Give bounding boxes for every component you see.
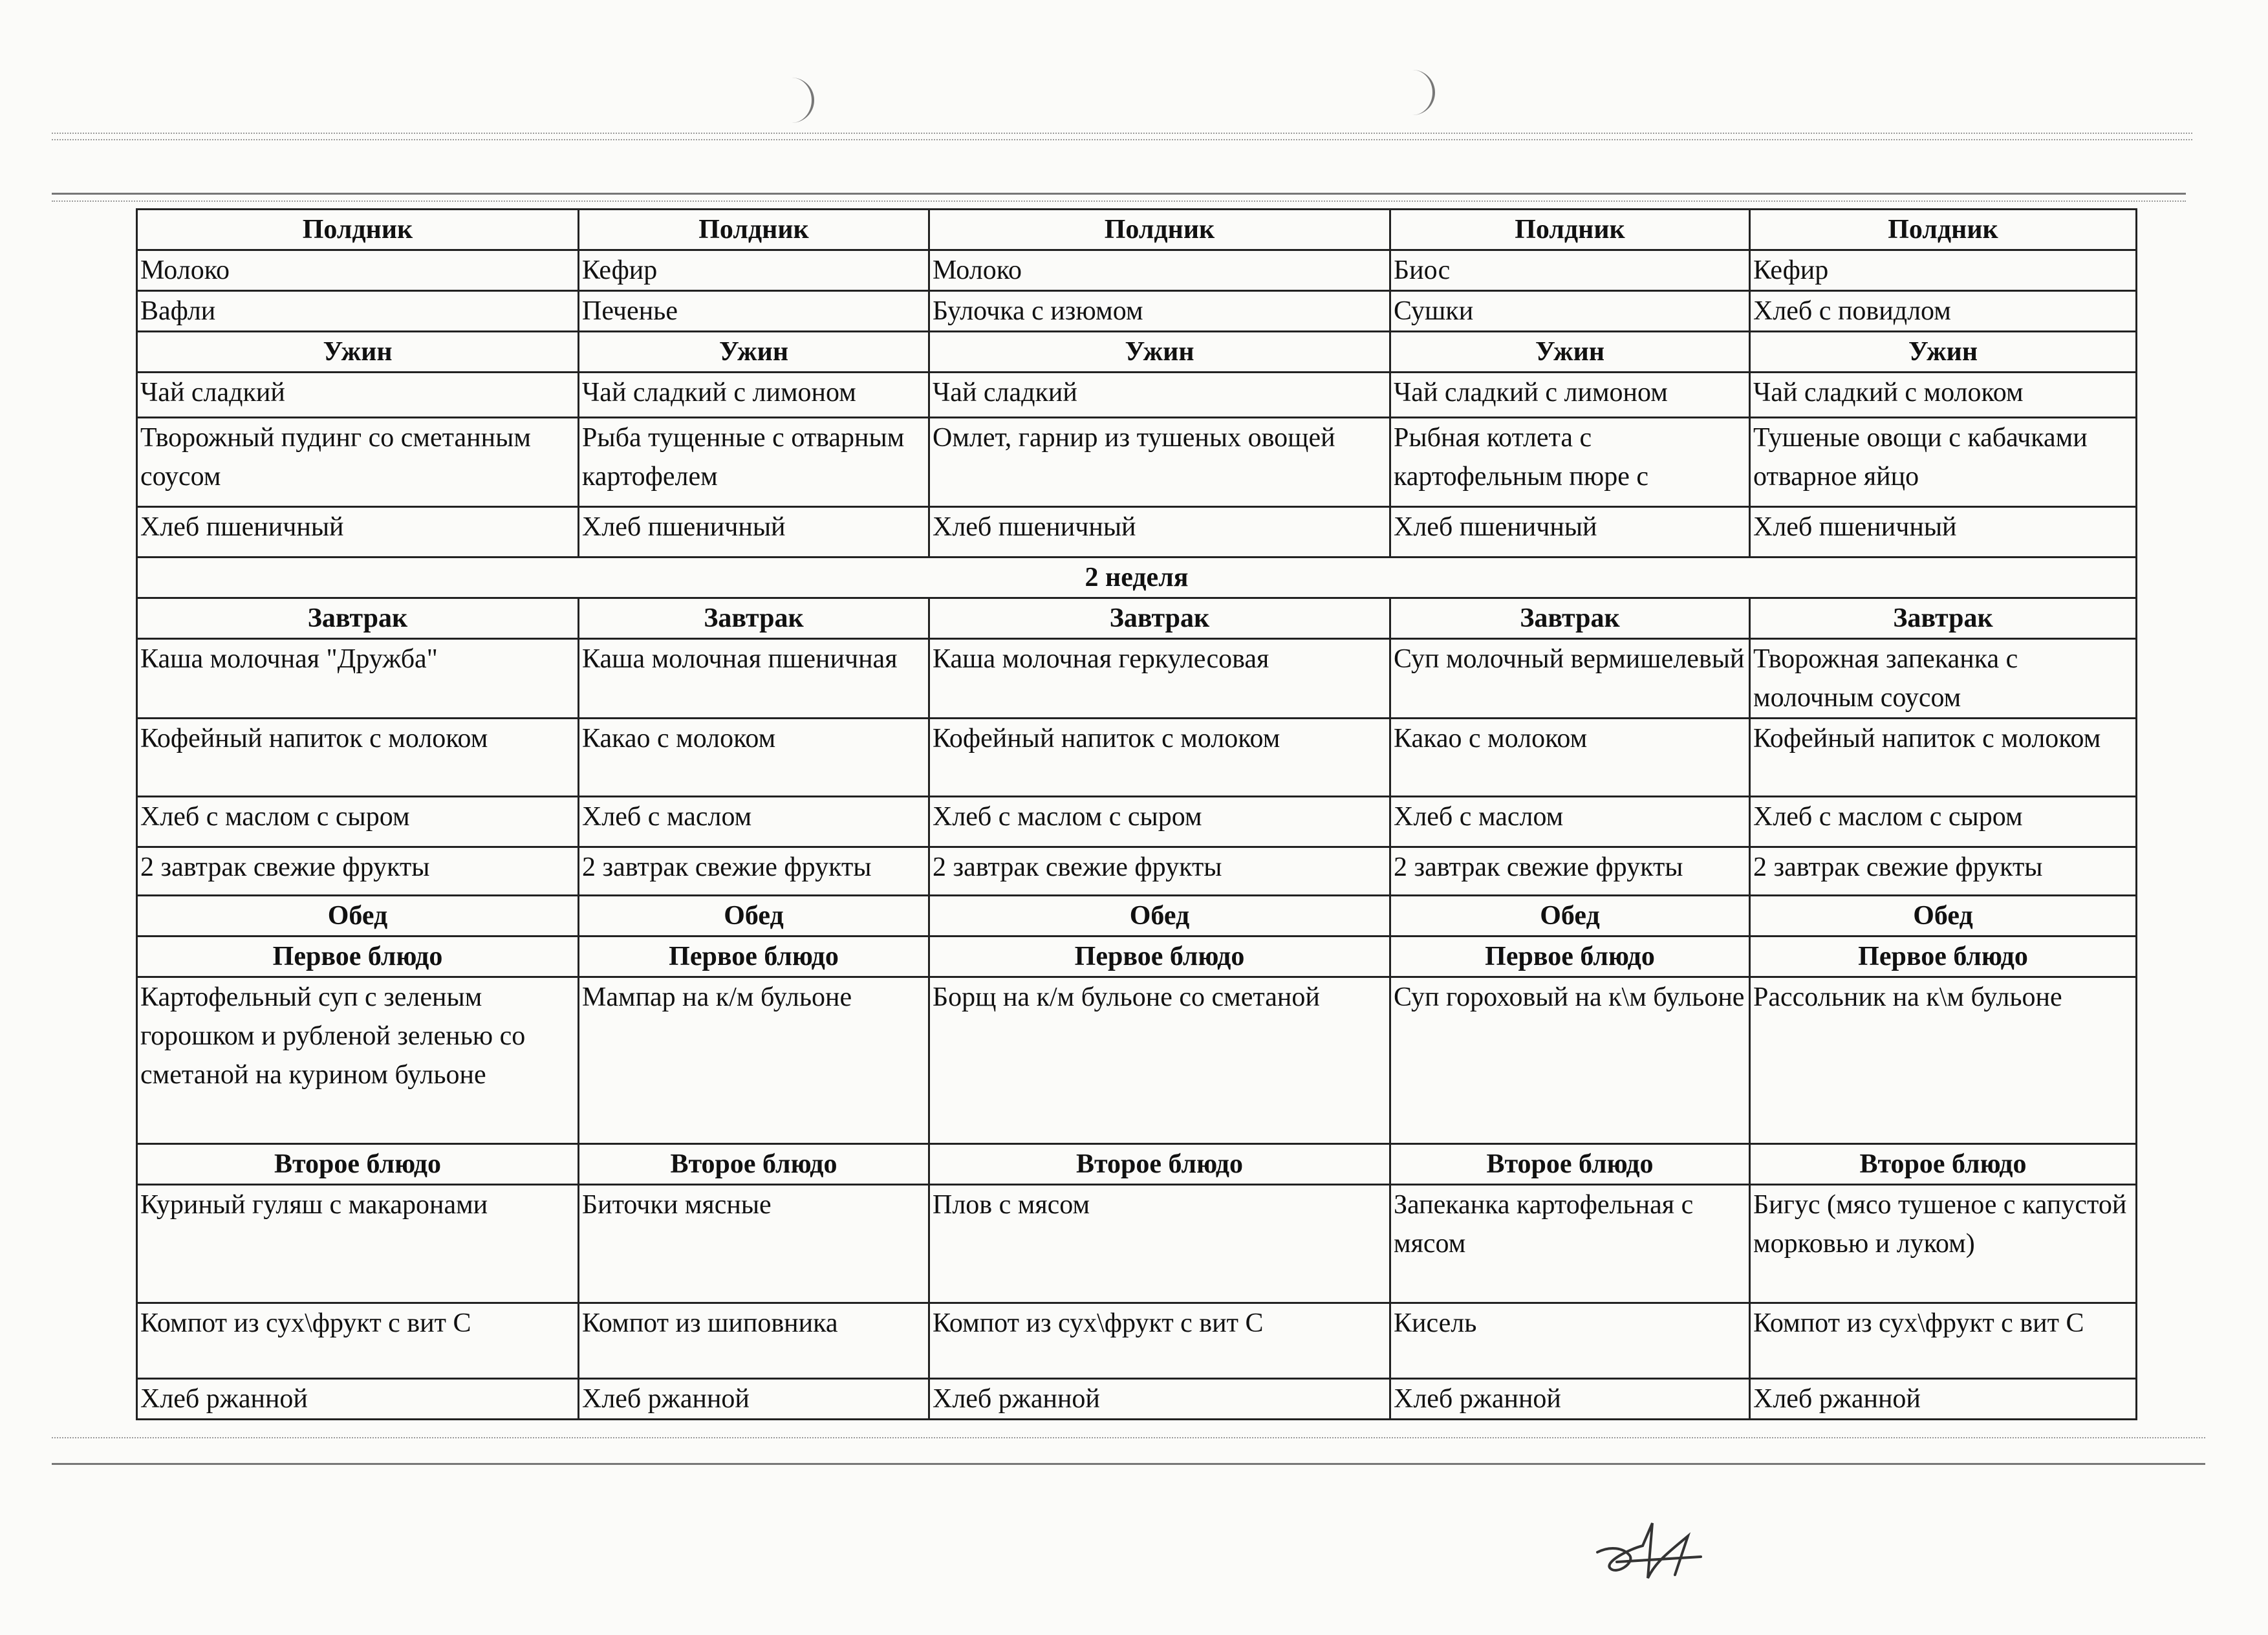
table-row bbox=[137, 250, 2137, 291]
header-cell: Обед bbox=[929, 896, 1390, 937]
table-row bbox=[137, 797, 2137, 847]
scan-line bbox=[52, 133, 2192, 134]
menu-cell: Запеканка картофельная с мясом bbox=[1390, 1185, 1750, 1303]
menu-cell: Печенье bbox=[579, 291, 929, 332]
menu-cell: Каша молочная "Дружба" bbox=[137, 639, 579, 719]
menu-cell: Суп молочный вермишелевый bbox=[1390, 639, 1750, 719]
menu-cell: Хлеб с повидлом bbox=[1750, 291, 2137, 332]
punch-hole-mark bbox=[1407, 70, 1435, 115]
menu-cell: Кофейный напиток с молоком bbox=[929, 719, 1390, 797]
header-cell: Полдник bbox=[1390, 210, 1750, 250]
week-title-row bbox=[137, 558, 2137, 598]
header-cell: Первое блюдо bbox=[1390, 937, 1750, 977]
menu-cell: Чай сладкий с лимоном bbox=[579, 373, 929, 418]
scan-line bbox=[52, 139, 2192, 140]
menu-cell: Хлеб с маслом с сыром bbox=[1750, 797, 2137, 847]
menu-cell: Каша молочная пшеничная bbox=[579, 639, 929, 719]
menu-cell: Чай сладкий bbox=[929, 373, 1390, 418]
header-cell: Ужин bbox=[1390, 332, 1750, 373]
menu-cell: Биос bbox=[1390, 250, 1750, 291]
header-cell: Первое блюдо bbox=[579, 937, 929, 977]
scan-line bbox=[52, 193, 2186, 195]
menu-cell: Кофейный напиток с молоком bbox=[1750, 719, 2137, 797]
menu-cell: Чай сладкий bbox=[137, 373, 579, 418]
header-cell: Полдник bbox=[137, 210, 579, 250]
header-cell: Завтрак bbox=[1390, 598, 1750, 639]
menu-cell: Какао с молоком bbox=[579, 719, 929, 797]
menu-cell: 2 завтрак свежие фрукты bbox=[1390, 847, 1750, 896]
week-title: 2 неделя bbox=[137, 558, 2137, 598]
scan-line bbox=[52, 200, 2186, 202]
header-row-second-course bbox=[137, 1144, 2137, 1185]
table-row bbox=[137, 847, 2137, 896]
menu-cell: Булочка с изюмом bbox=[929, 291, 1390, 332]
menu-cell: Картофельный суп с зеленым горошком и рубленой зеленью со сметаной на курином бульоне bbox=[137, 977, 579, 1144]
menu-cell: Кефир bbox=[579, 250, 929, 291]
menu-cell: Тушеные овощи с кабачками отварное яйцо bbox=[1750, 418, 2137, 507]
menu-cell: Чай сладкий с лимоном bbox=[1390, 373, 1750, 418]
menu-cell: Хлеб с маслом bbox=[1390, 797, 1750, 847]
header-cell: Второе блюдо bbox=[1750, 1144, 2137, 1185]
menu-cell: Чай сладкий с молоком bbox=[1750, 373, 2137, 418]
menu-cell: Хлеб пшеничный bbox=[137, 507, 579, 558]
header-row-afternoon-snack bbox=[137, 210, 2137, 250]
menu-cell: Кисель bbox=[1390, 1303, 1750, 1379]
menu-cell: Биточки мясные bbox=[579, 1185, 929, 1303]
table-row bbox=[137, 977, 2137, 1144]
header-cell: Первое блюдо bbox=[1750, 937, 2137, 977]
header-cell: Обед bbox=[579, 896, 929, 937]
header-cell: Ужин bbox=[929, 332, 1390, 373]
menu-cell: 2 завтрак свежие фрукты bbox=[1750, 847, 2137, 896]
menu-cell: Каша молочная геркулесовая bbox=[929, 639, 1390, 719]
menu-cell: Хлеб с маслом с сыром bbox=[929, 797, 1390, 847]
table-row bbox=[137, 373, 2137, 418]
header-cell: Обед bbox=[137, 896, 579, 937]
menu-cell: Хлеб пшеничный bbox=[579, 507, 929, 558]
menu-cell: Хлеб ржанной bbox=[1390, 1379, 1750, 1420]
header-cell: Полдник bbox=[1750, 210, 2137, 250]
menu-cell: Сушки bbox=[1390, 291, 1750, 332]
table-row bbox=[137, 719, 2137, 797]
header-cell: Полдник bbox=[579, 210, 929, 250]
scan-line bbox=[52, 1463, 2205, 1465]
menu-cell: Вафли bbox=[137, 291, 579, 332]
menu-cell: Рыбная котлета с картофельным пюре с bbox=[1390, 418, 1750, 507]
menu-cell: Рыба тущенные с отварным картофелем bbox=[579, 418, 929, 507]
menu-cell: 2 завтрак свежие фрукты bbox=[137, 847, 579, 896]
menu-cell: Компот из шиповника bbox=[579, 1303, 929, 1379]
header-cell: Обед bbox=[1750, 896, 2137, 937]
menu-cell: Суп гороховый на к\м бульоне bbox=[1390, 977, 1750, 1144]
menu-cell: 2 завтрак свежие фрукты bbox=[929, 847, 1390, 896]
menu-cell: Молоко bbox=[137, 250, 579, 291]
header-row-lunch bbox=[137, 896, 2137, 937]
header-cell: Второе блюдо bbox=[1390, 1144, 1750, 1185]
header-cell: Второе блюдо bbox=[579, 1144, 929, 1185]
menu-cell: Мампар на к/м бульоне bbox=[579, 977, 929, 1144]
menu-cell: Хлеб ржанной bbox=[929, 1379, 1390, 1420]
menu-cell: Кофейный напиток с молоком bbox=[137, 719, 579, 797]
header-cell: Полдник bbox=[929, 210, 1390, 250]
header-cell: Ужин bbox=[579, 332, 929, 373]
menu-cell: Плов с мясом bbox=[929, 1185, 1390, 1303]
menu-cell: Хлеб пшеничный bbox=[1750, 507, 2137, 558]
table-row bbox=[137, 639, 2137, 719]
table-row bbox=[137, 1379, 2137, 1420]
table-row bbox=[137, 291, 2137, 332]
menu-cell: Куриный гуляш с макаронами bbox=[137, 1185, 579, 1303]
menu-cell: Хлеб пшеничный bbox=[1390, 507, 1750, 558]
header-row-first-course bbox=[137, 937, 2137, 977]
table-row bbox=[137, 1185, 2137, 1303]
table-row bbox=[137, 418, 2137, 507]
header-cell: Обед bbox=[1390, 896, 1750, 937]
table-row bbox=[137, 1303, 2137, 1379]
menu-cell: Компот из сух\фрукт с вит С bbox=[929, 1303, 1390, 1379]
menu-cell: Хлеб ржанной bbox=[137, 1379, 579, 1420]
header-cell: Завтрак bbox=[137, 598, 579, 639]
header-cell: Ужин bbox=[1750, 332, 2137, 373]
menu-cell: Кефир bbox=[1750, 250, 2137, 291]
header-cell: Завтрак bbox=[929, 598, 1390, 639]
menu-cell: Молоко bbox=[929, 250, 1390, 291]
menu-cell: Хлеб ржанной bbox=[579, 1379, 929, 1420]
header-cell: Завтрак bbox=[579, 598, 929, 639]
header-row-dinner bbox=[137, 332, 2137, 373]
header-cell: Завтрак bbox=[1750, 598, 2137, 639]
menu-table bbox=[136, 208, 2137, 1420]
table-row bbox=[137, 507, 2137, 558]
menu-cell: Бигус (мясо тушеное с капустой морковью и луком) bbox=[1750, 1185, 2137, 1303]
menu-cell: Творожная запеканка с молочным соусом bbox=[1750, 639, 2137, 719]
menu-cell: Компот из сух\фрукт с вит С bbox=[137, 1303, 579, 1379]
header-cell: Второе блюдо bbox=[137, 1144, 579, 1185]
punch-hole-mark bbox=[786, 78, 814, 123]
menu-cell: Компот из сух\фрукт с вит С bbox=[1750, 1303, 2137, 1379]
menu-cell: Омлет, гарнир из тушеных овощей bbox=[929, 418, 1390, 507]
header-cell: Второе блюдо bbox=[929, 1144, 1390, 1185]
menu-cell: Хлеб с маслом с сыром bbox=[137, 797, 579, 847]
menu-cell: Борщ на к/м бульоне со сметаной bbox=[929, 977, 1390, 1144]
handwritten-signature bbox=[1591, 1517, 1714, 1588]
menu-cell: 2 завтрак свежие фрукты bbox=[579, 847, 929, 896]
menu-cell: Хлеб пшеничный bbox=[929, 507, 1390, 558]
menu-cell: Какао с молоком bbox=[1390, 719, 1750, 797]
menu-cell: Хлеб с маслом bbox=[579, 797, 929, 847]
header-cell: Ужин bbox=[137, 332, 579, 373]
menu-cell: Творожный пудинг со сметанным соусом bbox=[137, 418, 579, 507]
header-cell: Первое блюдо bbox=[137, 937, 579, 977]
header-row-breakfast bbox=[137, 598, 2137, 639]
menu-cell: Хлеб ржанной bbox=[1750, 1379, 2137, 1420]
scan-line bbox=[52, 1437, 2205, 1438]
menu-cell: Рассольник на к\м бульоне bbox=[1750, 977, 2137, 1144]
header-cell: Первое блюдо bbox=[929, 937, 1390, 977]
